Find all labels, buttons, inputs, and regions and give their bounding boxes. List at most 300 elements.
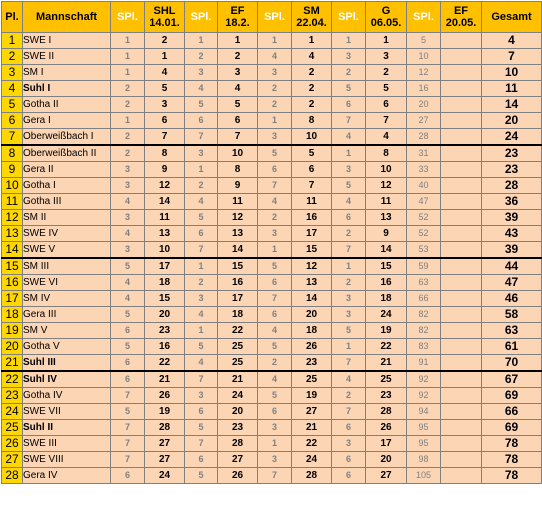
cell-spl-ef1: 2 <box>185 275 218 291</box>
cell-spl-ef1: 6 <box>185 404 218 420</box>
cell-spl-ef1: 5 <box>185 210 218 226</box>
cell-spl-shl: 5 <box>111 339 145 355</box>
cell-spl-ef2: 59 <box>407 258 441 275</box>
cell-sm: 14 <box>292 291 332 307</box>
cell-ef2 <box>441 258 482 275</box>
table-row <box>2 291 542 307</box>
cell-shl: 19 <box>145 404 185 420</box>
table-row <box>2 97 542 113</box>
cell-spl-g: 3 <box>332 49 366 65</box>
cell-sm: 16 <box>292 210 332 226</box>
cell-g: 26 <box>366 420 407 436</box>
cell-g: 8 <box>366 145 407 162</box>
cell-total: 39 <box>482 242 542 259</box>
cell-sm: 22 <box>292 436 332 452</box>
cell-sm: 23 <box>292 355 332 372</box>
cell-g: 16 <box>366 275 407 291</box>
header-line: G <box>381 5 391 17</box>
cell-shl: 26 <box>145 388 185 404</box>
cell-g: 14 <box>366 242 407 259</box>
cell-ef2 <box>441 436 482 452</box>
cell-spl-sm: 7 <box>258 291 292 307</box>
cell-spl-shl: 6 <box>111 323 145 339</box>
cell-total: 28 <box>482 178 542 194</box>
cell-spl-g: 6 <box>332 452 366 468</box>
table-row <box>2 49 542 65</box>
cell-spl-ef2: 40 <box>407 178 441 194</box>
cell-spl-shl: 1 <box>111 113 145 129</box>
cell-ef1: 25 <box>218 339 258 355</box>
cell-spl-g: 2 <box>332 65 366 81</box>
cell-ef1: 22 <box>218 323 258 339</box>
cell-team: Gera II <box>23 162 111 178</box>
table-row <box>2 210 542 226</box>
cell-g: 1 <box>366 33 407 49</box>
cell-spl-g: 6 <box>332 97 366 113</box>
cell-place: 18 <box>2 307 23 323</box>
cell-g: 19 <box>366 323 407 339</box>
cell-team: Gotha V <box>23 339 111 355</box>
table-row <box>2 307 542 323</box>
cell-team: Gotha I <box>23 178 111 194</box>
table-row <box>2 194 542 210</box>
cell-spl-sm: 3 <box>258 226 292 242</box>
cell-total: 24 <box>482 129 542 146</box>
cell-spl-ef2: 5 <box>407 33 441 49</box>
cell-spl-shl: 2 <box>111 145 145 162</box>
cell-spl-ef2: 82 <box>407 323 441 339</box>
table-row <box>2 404 542 420</box>
cell-team: Oberweißbach II <box>23 145 111 162</box>
cell-total: 67 <box>482 371 542 388</box>
cell-ef2 <box>441 452 482 468</box>
cell-team: SWE I <box>23 33 111 49</box>
cell-spl-g: 1 <box>332 258 366 275</box>
cell-total: 11 <box>482 81 542 97</box>
header-line: 14.01. <box>149 17 180 29</box>
cell-spl-ef1: 4 <box>185 307 218 323</box>
cell-team: SWE V <box>23 242 111 259</box>
cell-spl-shl: 5 <box>111 404 145 420</box>
header-g <box>366 2 407 33</box>
cell-spl-ef2: 63 <box>407 275 441 291</box>
table-row <box>2 65 542 81</box>
cell-ef1: 13 <box>218 226 258 242</box>
cell-ef1: 1 <box>218 33 258 49</box>
cell-ef1: 24 <box>218 388 258 404</box>
cell-spl-ef2: 10 <box>407 49 441 65</box>
header-row <box>2 2 542 33</box>
cell-place: 13 <box>2 226 23 242</box>
cell-g: 15 <box>366 258 407 275</box>
cell-place: 5 <box>2 97 23 113</box>
cell-spl-ef1: 5 <box>185 420 218 436</box>
cell-place: 26 <box>2 436 23 452</box>
cell-spl-ef1: 7 <box>185 371 218 388</box>
cell-spl-sm: 2 <box>258 355 292 372</box>
cell-spl-g: 5 <box>332 81 366 97</box>
table-row <box>2 275 542 291</box>
cell-spl-g: 1 <box>332 33 366 49</box>
cell-spl-sm: 6 <box>258 162 292 178</box>
cell-spl-sm: 5 <box>258 339 292 355</box>
cell-place: 1 <box>2 33 23 49</box>
cell-total: 78 <box>482 468 542 484</box>
cell-spl-g: 7 <box>332 242 366 259</box>
cell-team: SM V <box>23 323 111 339</box>
cell-g: 3 <box>366 49 407 65</box>
cell-spl-ef2: 20 <box>407 97 441 113</box>
cell-total: 58 <box>482 307 542 323</box>
cell-spl-ef1: 1 <box>185 323 218 339</box>
cell-team: SM II <box>23 210 111 226</box>
cell-spl-sm: 3 <box>258 65 292 81</box>
cell-sm: 18 <box>292 323 332 339</box>
cell-g: 24 <box>366 307 407 323</box>
cell-ef2 <box>441 242 482 259</box>
cell-g: 22 <box>366 339 407 355</box>
cell-ef1: 28 <box>218 436 258 452</box>
cell-spl-shl: 2 <box>111 81 145 97</box>
header-shl <box>145 2 185 33</box>
cell-team: SWE VII <box>23 404 111 420</box>
cell-spl-ef2: 66 <box>407 291 441 307</box>
cell-team: SWE III <box>23 436 111 452</box>
cell-sm: 20 <box>292 307 332 323</box>
cell-total: 63 <box>482 323 542 339</box>
cell-sm: 19 <box>292 388 332 404</box>
header-spl-2: SPl. <box>185 2 218 33</box>
cell-total: 47 <box>482 275 542 291</box>
cell-g: 12 <box>366 178 407 194</box>
cell-shl: 12 <box>145 178 185 194</box>
cell-place: 17 <box>2 291 23 307</box>
cell-place: 25 <box>2 420 23 436</box>
cell-spl-ef1: 3 <box>185 388 218 404</box>
cell-g: 23 <box>366 388 407 404</box>
table-row <box>2 178 542 194</box>
cell-ef2 <box>441 49 482 65</box>
cell-g: 4 <box>366 129 407 146</box>
cell-ef2 <box>441 178 482 194</box>
cell-ef2 <box>441 210 482 226</box>
cell-spl-ef1: 6 <box>185 226 218 242</box>
cell-ef1: 7 <box>218 129 258 146</box>
cell-spl-g: 6 <box>332 468 366 484</box>
cell-ef1: 16 <box>218 275 258 291</box>
cell-place: 15 <box>2 258 23 275</box>
cell-spl-shl: 7 <box>111 388 145 404</box>
cell-spl-g: 7 <box>332 404 366 420</box>
cell-total: 70 <box>482 355 542 372</box>
cell-place: 21 <box>2 355 23 372</box>
cell-ef1: 11 <box>218 194 258 210</box>
cell-g: 10 <box>366 162 407 178</box>
cell-shl: 17 <box>145 258 185 275</box>
cell-spl-sm: 4 <box>258 323 292 339</box>
header-line: EF <box>230 5 245 17</box>
cell-spl-g: 2 <box>332 275 366 291</box>
cell-g: 27 <box>366 468 407 484</box>
cell-place: 9 <box>2 162 23 178</box>
cell-ef2 <box>441 323 482 339</box>
cell-ef2 <box>441 162 482 178</box>
cell-spl-ef2: 98 <box>407 452 441 468</box>
cell-sm: 26 <box>292 339 332 355</box>
cell-total: 69 <box>482 420 542 436</box>
cell-sm: 5 <box>292 145 332 162</box>
cell-spl-shl: 7 <box>111 436 145 452</box>
cell-team: Oberweißbach I <box>23 129 111 146</box>
cell-ef1: 23 <box>218 420 258 436</box>
cell-sm: 1 <box>292 33 332 49</box>
cell-g: 6 <box>366 97 407 113</box>
table-row <box>2 258 542 275</box>
cell-spl-ef2: 94 <box>407 404 441 420</box>
cell-spl-ef2: 92 <box>407 388 441 404</box>
cell-spl-g: 6 <box>332 210 366 226</box>
header-spl-4: SPl. <box>332 2 366 33</box>
cell-spl-g: 6 <box>332 420 366 436</box>
cell-team: SWE VI <box>23 275 111 291</box>
cell-ef1: 18 <box>218 307 258 323</box>
header-spl-3: SPl. <box>258 2 292 33</box>
cell-shl: 18 <box>145 275 185 291</box>
cell-place: 19 <box>2 323 23 339</box>
cell-place: 8 <box>2 145 23 162</box>
table-row <box>2 468 542 484</box>
header-place: Pl. <box>2 2 23 33</box>
cell-shl: 7 <box>145 129 185 146</box>
cell-spl-sm: 5 <box>258 258 292 275</box>
cell-spl-g: 1 <box>332 145 366 162</box>
cell-g: 28 <box>366 404 407 420</box>
cell-team: SWE II <box>23 49 111 65</box>
header-line: 22.04. <box>296 17 327 29</box>
cell-spl-shl: 1 <box>111 49 145 65</box>
cell-team: SM IV <box>23 291 111 307</box>
cell-place: 12 <box>2 210 23 226</box>
cell-spl-ef2: 28 <box>407 129 441 146</box>
cell-ef2 <box>441 65 482 81</box>
cell-g: 20 <box>366 452 407 468</box>
cell-spl-sm: 7 <box>258 178 292 194</box>
cell-team: Suhl III <box>23 355 111 372</box>
cell-spl-sm: 3 <box>258 420 292 436</box>
table-row <box>2 371 542 388</box>
cell-spl-shl: 2 <box>111 129 145 146</box>
cell-spl-g: 4 <box>332 194 366 210</box>
cell-spl-shl: 7 <box>111 420 145 436</box>
cell-g: 9 <box>366 226 407 242</box>
cell-total: 14 <box>482 97 542 113</box>
header-line: 20.05. <box>445 17 477 29</box>
cell-total: 46 <box>482 291 542 307</box>
cell-place: 6 <box>2 113 23 129</box>
cell-total: 69 <box>482 388 542 404</box>
cell-ef2 <box>441 468 482 484</box>
standings-table <box>1 1 542 484</box>
header-total: Gesamt <box>482 2 542 33</box>
header-spl-5: SPl. <box>407 2 441 33</box>
cell-ef1: 20 <box>218 404 258 420</box>
cell-spl-ef1: 5 <box>185 468 218 484</box>
cell-spl-ef2: 92 <box>407 371 441 388</box>
cell-spl-sm: 4 <box>258 194 292 210</box>
cell-team: Gotha III <box>23 194 111 210</box>
cell-spl-ef1: 3 <box>185 291 218 307</box>
cell-total: 20 <box>482 113 542 129</box>
cell-shl: 9 <box>145 162 185 178</box>
table-row <box>2 81 542 97</box>
cell-team: SM III <box>23 258 111 275</box>
cell-total: 23 <box>482 162 542 178</box>
cell-spl-shl: 4 <box>111 291 145 307</box>
cell-shl: 14 <box>145 194 185 210</box>
cell-ef1: 17 <box>218 291 258 307</box>
header-sm <box>292 2 332 33</box>
cell-spl-sm: 7 <box>258 468 292 484</box>
cell-spl-shl: 6 <box>111 468 145 484</box>
cell-spl-g: 4 <box>332 371 366 388</box>
cell-spl-shl: 4 <box>111 194 145 210</box>
cell-ef1: 26 <box>218 468 258 484</box>
cell-spl-shl: 4 <box>111 275 145 291</box>
cell-spl-ef2: 82 <box>407 307 441 323</box>
cell-spl-sm: 1 <box>258 242 292 259</box>
cell-sm: 13 <box>292 275 332 291</box>
cell-ef2 <box>441 371 482 388</box>
cell-spl-ef2: 16 <box>407 81 441 97</box>
cell-total: 78 <box>482 452 542 468</box>
cell-spl-sm: 2 <box>258 81 292 97</box>
cell-ef2 <box>441 33 482 49</box>
table-row <box>2 129 542 146</box>
cell-shl: 6 <box>145 113 185 129</box>
cell-spl-g: 7 <box>332 355 366 372</box>
table-row <box>2 226 542 242</box>
cell-place: 14 <box>2 242 23 259</box>
cell-total: 7 <box>482 49 542 65</box>
cell-spl-shl: 6 <box>111 371 145 388</box>
cell-ef2 <box>441 194 482 210</box>
cell-spl-g: 7 <box>332 113 366 129</box>
cell-team: Suhl II <box>23 420 111 436</box>
cell-g: 11 <box>366 194 407 210</box>
cell-spl-ef1: 6 <box>185 113 218 129</box>
cell-spl-sm: 3 <box>258 452 292 468</box>
cell-shl: 22 <box>145 355 185 372</box>
cell-total: 78 <box>482 436 542 452</box>
cell-ef1: 15 <box>218 258 258 275</box>
cell-spl-ef2: 91 <box>407 355 441 372</box>
cell-spl-ef1: 4 <box>185 81 218 97</box>
table-row <box>2 436 542 452</box>
header-ef2 <box>441 2 482 33</box>
cell-spl-g: 2 <box>332 226 366 242</box>
cell-shl: 13 <box>145 226 185 242</box>
cell-spl-ef1: 2 <box>185 49 218 65</box>
cell-spl-ef1: 4 <box>185 194 218 210</box>
cell-ef1: 4 <box>218 81 258 97</box>
cell-shl: 4 <box>145 65 185 81</box>
cell-ef2 <box>441 339 482 355</box>
cell-spl-ef2: 53 <box>407 242 441 259</box>
cell-place: 27 <box>2 452 23 468</box>
table-row <box>2 355 542 372</box>
cell-sm: 6 <box>292 162 332 178</box>
cell-spl-sm: 2 <box>258 97 292 113</box>
cell-spl-shl: 3 <box>111 242 145 259</box>
cell-shl: 8 <box>145 145 185 162</box>
cell-team: SWE IV <box>23 226 111 242</box>
cell-total: 4 <box>482 33 542 49</box>
cell-spl-ef1: 7 <box>185 242 218 259</box>
cell-spl-ef2: 52 <box>407 226 441 242</box>
cell-spl-shl: 3 <box>111 178 145 194</box>
cell-shl: 10 <box>145 242 185 259</box>
cell-spl-ef1: 1 <box>185 33 218 49</box>
cell-place: 2 <box>2 49 23 65</box>
cell-sm: 27 <box>292 404 332 420</box>
cell-g: 13 <box>366 210 407 226</box>
cell-spl-sm: 3 <box>258 129 292 146</box>
cell-sm: 12 <box>292 258 332 275</box>
cell-spl-shl: 1 <box>111 65 145 81</box>
cell-spl-sm: 5 <box>258 145 292 162</box>
cell-g: 5 <box>366 81 407 97</box>
cell-spl-ef1: 3 <box>185 65 218 81</box>
cell-spl-shl: 2 <box>111 97 145 113</box>
cell-team: Gera I <box>23 113 111 129</box>
table-row <box>2 452 542 468</box>
header-line: EF <box>453 5 469 17</box>
cell-shl: 1 <box>145 49 185 65</box>
cell-place: 28 <box>2 468 23 484</box>
cell-spl-g: 3 <box>332 162 366 178</box>
cell-spl-g: 1 <box>332 339 366 355</box>
cell-ef2 <box>441 145 482 162</box>
cell-spl-g: 3 <box>332 307 366 323</box>
cell-ef2 <box>441 81 482 97</box>
cell-place: 11 <box>2 194 23 210</box>
cell-total: 61 <box>482 339 542 355</box>
cell-place: 4 <box>2 81 23 97</box>
cell-team: Gera IV <box>23 468 111 484</box>
cell-ef1: 12 <box>218 210 258 226</box>
cell-spl-sm: 5 <box>258 388 292 404</box>
table-row <box>2 33 542 49</box>
header-line: 06.05. <box>370 17 402 29</box>
cell-ef1: 8 <box>218 162 258 178</box>
header-spl-1: SPl. <box>111 2 145 33</box>
cell-ef1: 6 <box>218 113 258 129</box>
cell-spl-shl: 3 <box>111 162 145 178</box>
cell-sm: 8 <box>292 113 332 129</box>
header-line: 18.2. <box>225 17 250 29</box>
cell-spl-ef1: 5 <box>185 339 218 355</box>
cell-spl-ef2: 95 <box>407 436 441 452</box>
cell-spl-shl: 3 <box>111 210 145 226</box>
cell-spl-ef1: 1 <box>185 258 218 275</box>
cell-total: 66 <box>482 404 542 420</box>
cell-ef2 <box>441 275 482 291</box>
cell-spl-sm: 1 <box>258 436 292 452</box>
cell-spl-ef2: 12 <box>407 65 441 81</box>
cell-ef1: 9 <box>218 178 258 194</box>
cell-shl: 21 <box>145 371 185 388</box>
cell-team: Gotha II <box>23 97 111 113</box>
